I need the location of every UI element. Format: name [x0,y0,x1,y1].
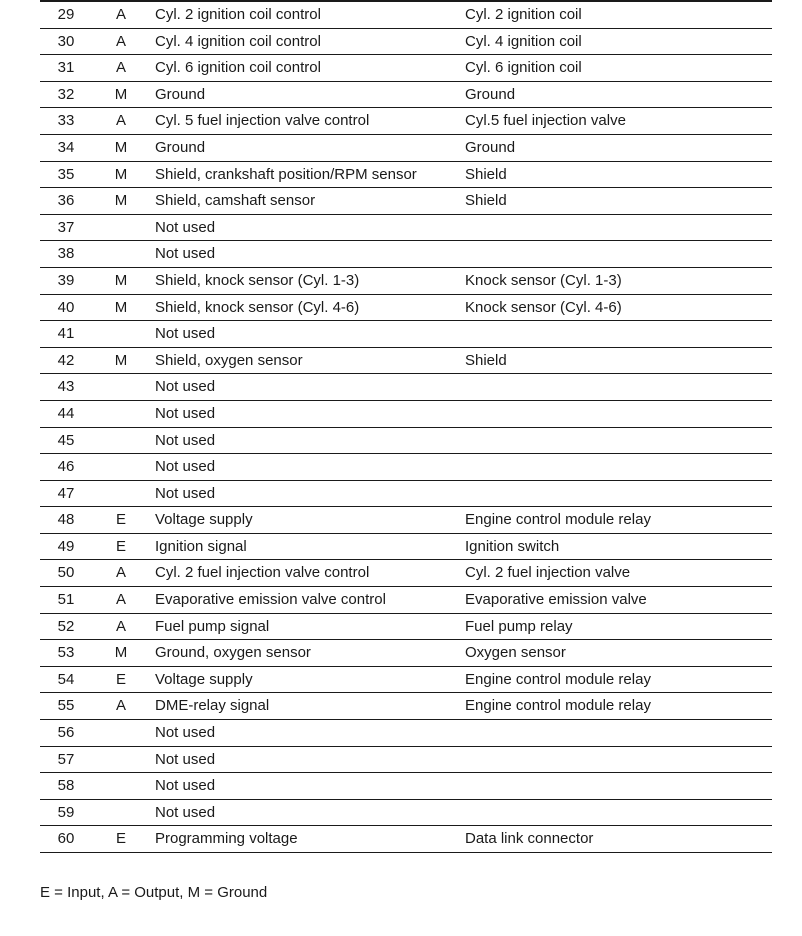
pin-number: 31 [57,59,75,77]
pin-number: 59 [57,803,75,821]
pin-type: E [115,537,126,555]
pin-connection: Ground [465,85,516,103]
pin-number: 30 [57,32,75,50]
pin-number: 45 [57,431,75,449]
pin-number: 32 [57,85,75,103]
pin-type: A [115,617,126,635]
pin-connection: Shield [465,351,507,369]
pin-number: 47 [57,484,75,502]
pin-number: 40 [57,298,75,316]
pin-description: Ground [155,85,206,103]
table-row [40,800,772,827]
pin-connection: Evaporative emission valve [465,591,647,609]
pin-type: A [115,112,126,130]
pin-number: 52 [57,617,75,635]
pin-connection: Engine control module relay [465,511,651,529]
table-row [40,560,772,587]
pin-connection: Engine control module relay [465,670,651,688]
pin-description: Cyl. 4 ignition coil control [155,32,321,50]
pin-description: Cyl. 6 ignition coil control [155,59,321,77]
table-row [40,481,772,508]
pin-description: Shield, crankshaft position/RPM sensor [155,165,417,183]
table-row [40,454,772,481]
pin-description: Not used [155,724,216,742]
table-row [40,826,772,853]
pin-description: Cyl. 2 ignition coil control [155,6,321,23]
table-row [40,428,772,455]
table-row [40,348,772,375]
pin-description: Ignition signal [155,537,247,555]
table-row [40,188,772,215]
pin-description: Not used [155,325,216,343]
pin-description: Shield, oxygen sensor [155,351,303,369]
pin-connection: Engine control module relay [465,697,651,715]
table-row [40,773,772,800]
pin-description: Shield, camshaft sensor [155,192,316,210]
pin-connection: Shield [465,165,507,183]
table-row [40,55,772,82]
pin-type: M [114,192,128,210]
pin-number: 37 [57,218,75,236]
table-row [40,587,772,614]
pin-connection: Cyl. 2 fuel injection valve [465,564,631,582]
pin-number: 53 [57,644,75,662]
pin-description: Programming voltage [155,830,298,848]
pin-number: 51 [57,591,75,609]
legend: E = Input, A = Output, M = Ground [40,884,268,901]
pin-number: 58 [57,777,75,795]
table-row [40,215,772,242]
pin-type: M [114,351,128,369]
pin-number: 56 [57,724,75,742]
pin-connection: Knock sensor (Cyl. 4-6) [465,298,622,316]
pin-number: 55 [57,697,75,715]
pin-connection: Knock sensor (Cyl. 1-3) [465,271,622,289]
pin-description: Ground, oxygen sensor [155,644,311,662]
pin-type: A [115,59,126,77]
pin-type: A [115,564,126,582]
pin-description: Not used [155,777,216,795]
pin-assignment-table [40,2,772,853]
pin-number: 54 [57,670,75,688]
pin-type: M [114,165,128,183]
table-row [40,108,772,135]
pin-description: Shield, knock sensor (Cyl. 1-3) [155,271,360,289]
pin-number: 43 [57,378,75,396]
table-row [40,82,772,109]
table-row [40,640,772,667]
pin-connection: Ignition switch [465,537,560,555]
pin-description: Voltage supply [155,670,253,688]
pin-description: Not used [155,484,216,502]
pin-type: M [114,644,128,662]
table-row [40,534,772,561]
pin-number: 29 [57,6,75,23]
pin-connection: Data link connector [465,830,594,848]
pin-type: E [115,670,126,688]
table-row [40,321,772,348]
pin-type: M [114,85,128,103]
table-row [40,29,772,56]
pin-number: 49 [57,537,75,555]
table-row [40,614,772,641]
pin-connection: Shield [465,192,507,210]
pin-description: Cyl. 5 fuel injection valve control [155,112,370,130]
pin-description: Not used [155,431,216,449]
table-row [40,507,772,534]
pin-description: Not used [155,404,216,422]
pin-type: E [115,511,126,529]
pin-description: Shield, knock sensor (Cyl. 4-6) [155,298,360,316]
pin-connection: Cyl.5 fuel injection valve [465,112,626,130]
table-row [40,135,772,162]
pin-description: Not used [155,218,216,236]
table-row [40,667,772,694]
table-row [40,747,772,774]
pin-connection: Oxygen sensor [465,644,566,662]
pin-number: 42 [57,351,75,369]
pin-number: 33 [57,112,75,130]
pin-description: Ground [155,138,206,156]
pin-number: 41 [57,325,75,343]
pin-number: 39 [57,271,75,289]
pin-number: 60 [57,830,75,848]
pin-type: A [115,591,126,609]
pin-type: A [115,697,126,715]
pin-number: 57 [57,750,75,768]
pin-connection: Cyl. 6 ignition coil [465,59,582,77]
pin-description: Not used [155,750,216,768]
pin-type: M [114,138,128,156]
table-row [40,295,772,322]
table-row [40,693,772,720]
pin-connection: Fuel pump relay [465,617,573,635]
table-row [40,268,772,295]
pin-description: Not used [155,803,216,821]
pin-description: Not used [155,245,216,263]
table-row [40,162,772,189]
pin-description: Voltage supply [155,511,253,529]
pin-type: E [115,830,126,848]
table-row [40,374,772,401]
pin-number: 36 [57,192,75,210]
table-row [40,2,772,29]
pin-description: Not used [155,378,216,396]
pin-number: 48 [57,511,75,529]
pin-number: 35 [57,165,75,183]
pin-type: M [114,298,128,316]
pin-type: M [114,271,128,289]
pin-number: 34 [57,138,75,156]
pin-description: DME-relay signal [155,697,270,715]
pin-connection: Cyl. 4 ignition coil [465,32,582,50]
pin-connection: Cyl. 2 ignition coil [465,6,582,23]
pin-description: Fuel pump signal [155,617,270,635]
pin-number: 46 [57,458,75,476]
pin-description: Not used [155,458,216,476]
table-row [40,720,772,747]
pin-description: Cyl. 2 fuel injection valve control [155,564,370,582]
pin-connection: Ground [465,138,516,156]
pin-description: Evaporative emission valve control [155,591,386,609]
pin-number: 44 [57,404,75,422]
table-row [40,401,772,428]
pin-number: 50 [57,564,75,582]
pin-number: 38 [57,245,75,263]
pin-type: A [115,6,126,23]
pin-type: A [115,32,126,50]
table-row [40,241,772,268]
